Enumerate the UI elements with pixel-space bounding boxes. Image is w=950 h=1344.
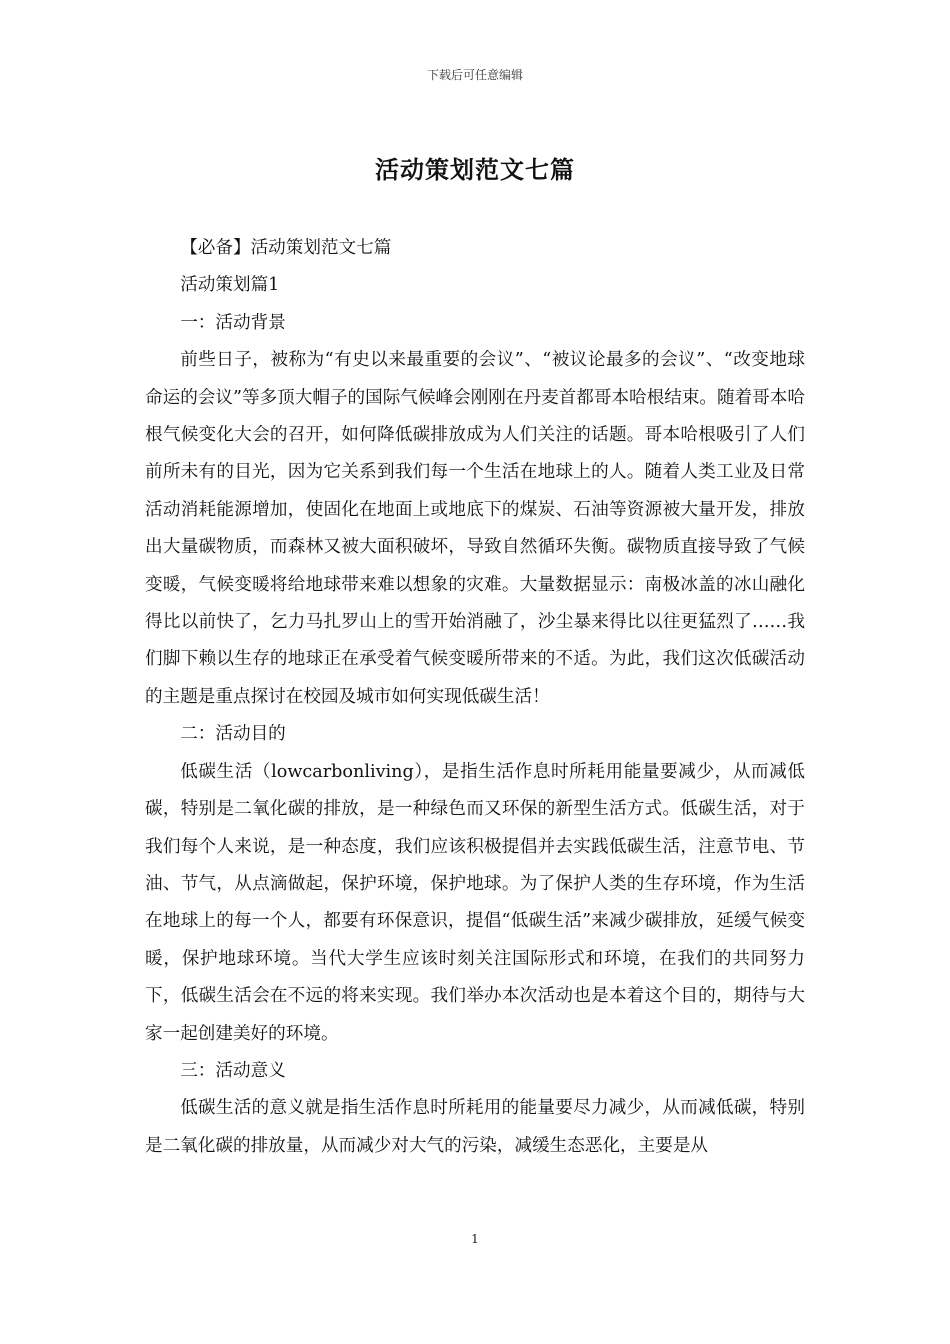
header-note: 下载后可任意编辑: [426, 68, 523, 82]
heading-background: 一：活动背景: [180, 312, 286, 333]
paragraph-background: 前些日子，被称为“有史以来最重要的会议”、“被议论最多的会议”、“改变地球命运的会议”等多顶大帽子的国际气候峰会刚刚在丹麦首都哥本哈根结束。随着哥本哈根气候变化大会的召开，如何降低碳排放成为人们关注的话题。哥本哈根吸引了人们前所未有的目光，因为它关系到我们每一个生活在地球上的人。随着人类工业及日常活动消耗能源增加，使固化在地面上或地底下的煤炭、石油等资源被大量开发，排放出大量碳物质，而森林又被大面积破坏，导致自然循环失衡。碳物质直接导致了气候变暖，气候变暖将给地球带来难以想象的灾难。大量数据显示：南极冰盖的冰山融化得比以前快了，乞力马扎罗山上的雪开始消融了，沙尘暴来得比以往更猛烈了……我们脚下赖以生存的地球正在承受着气候变暖所带来的不适。为此，我们这次低碳活动的主题是重点探讨在校园及城市如何实现低碳生活！: [145, 350, 805, 707]
document-title: 活动策划范文七篇: [375, 155, 575, 184]
paragraph-purpose: 低碳生活（lowcarbonliving），是指生活作息时所耗用能量要减少，从而减低碳，特别是二氧化碳的排放，是一种绿色而又环保的新型生活方式。低碳生活，对于我们每个人来说，是一种态度，我们应该积极提倡并去实践低碳生活，注意节电、节油、节气，从点滴做起，保护环境，保护地球。为了保护人类的生存环境，作为生活在地球上的每一个人，都要有环保意识，提倡“低碳生活”来减少碳排放，延缓气候变暖，保护地球环境。当代大学生应该时刻关注国际形式和环境，在我们的共同努力下，低碳生活会在不远的将来实现。我们举办本次活动也是本着这个目的，期待与大家一起创建美好的环境。: [145, 761, 805, 1044]
section-title: 活动策划篇1: [180, 275, 280, 296]
paragraph-significance: 低碳生活的意义就是指生活作息时所耗用的能量要尽力减少，从而减低碳，特别是二氧化碳的排放量，从而减少对大气的污染，减缓生态恶化，主要是从: [145, 1098, 805, 1156]
document-body: [145, 230, 805, 1165]
heading-purpose: 二：活动目的: [180, 724, 286, 745]
lead-line: 【必备】活动策划范文七篇: [180, 238, 392, 258]
heading-significance: 三：活动意义: [180, 1060, 286, 1081]
page-number: 1: [471, 1232, 479, 1246]
